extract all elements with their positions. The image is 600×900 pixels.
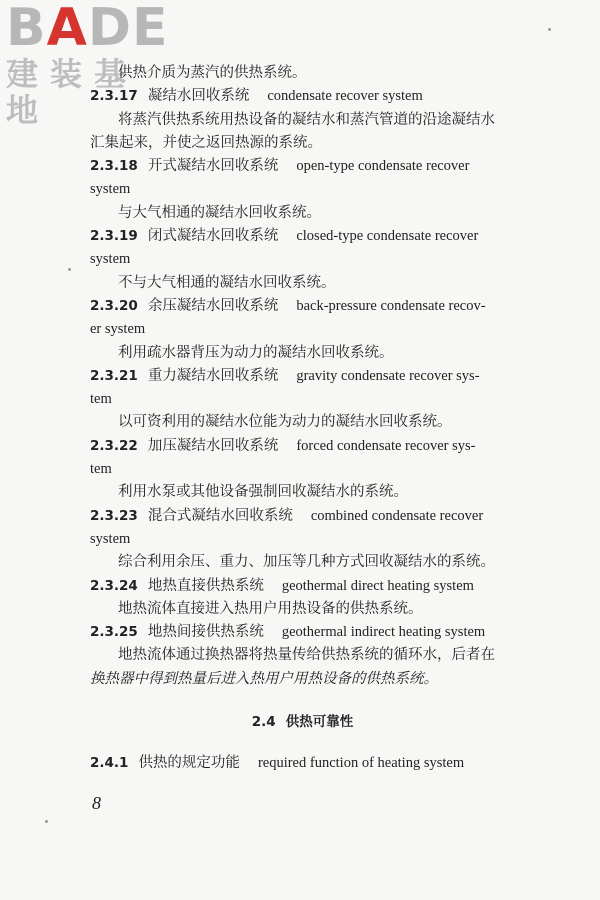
entry-term-en: required function of heating system — [257, 755, 465, 772]
entry-number: 2.3.24 — [90, 577, 138, 594]
entry-heading — [90, 575, 515, 598]
entry-heading — [90, 155, 515, 178]
entry-heading — [90, 365, 515, 388]
scan-speck — [68, 268, 71, 271]
entry-definition: 与大气相通的凝结水回收系统。 — [118, 204, 321, 221]
entry-number: 2.3.23 — [90, 507, 138, 524]
entry-definition: 综合利用余压、重力、加压等几种方式回收凝结水的系统。 — [118, 554, 495, 571]
section-number: 2.4 — [251, 714, 276, 731]
entry-term-en-cont: system — [90, 251, 131, 268]
entry-definition: 地热流体通过换热器将热量传给供热系统的循环水，后者在 — [118, 647, 495, 664]
entry-term-zh: 混合式凝结水回收系统 — [147, 507, 293, 524]
entry-heading — [90, 752, 515, 775]
entry-term-en: open-type condensate recover — [296, 158, 470, 175]
document-body — [90, 62, 515, 775]
entry-term-zh: 凝结水回收系统 — [147, 88, 250, 105]
entry-heading — [90, 435, 515, 458]
entry-term-en: geothermal indirect heating system — [281, 624, 486, 641]
entry-term-en: condensate recover system — [267, 88, 423, 105]
entry-definition: 以可资利用的凝结水位能为动力的凝结水回收系统。 — [118, 414, 452, 431]
intro-line: 供热介质为蒸汽的供热系统。 — [118, 65, 307, 81]
entry-term-zh: 供热的规定功能 — [138, 755, 240, 772]
entry-term-en: combined condensate recover — [310, 507, 484, 524]
entry-term-en-cont: system — [90, 181, 131, 198]
entry-term-en-cont: er system — [90, 321, 146, 338]
entry-definition: 利用疏水器背压为动力的凝结水回收系统。 — [118, 344, 394, 361]
entry-term-en-cont: system — [90, 530, 131, 547]
section-heading — [90, 711, 515, 734]
entry-term-zh: 余压凝结水回收系统 — [147, 297, 279, 314]
entry-heading — [90, 225, 515, 248]
entry-number: 2.3.25 — [90, 624, 138, 641]
watermark-brand: BADE — [6, 0, 169, 58]
entry-number: 2.3.19 — [90, 228, 138, 245]
entry-term-zh: 地热间接供热系统 — [147, 624, 264, 641]
entry-term-en-cont: tem — [90, 461, 112, 478]
entry-heading — [90, 85, 515, 108]
entry-heading — [90, 295, 515, 318]
entry-term-zh: 开式凝结水回收系统 — [147, 158, 279, 175]
entry-term-en-cont: tem — [90, 391, 112, 408]
entry-definition: 利用水泵或其他设备强制回收凝结水的系统。 — [118, 484, 408, 501]
entry-definition: 换热器中得到热量后进入热用户用热设备的供热系统。 — [90, 670, 438, 687]
entry-number: 2.3.22 — [90, 437, 138, 454]
entry-term-en: back-pressure condensate recov- — [296, 297, 486, 314]
entry-definition: 不与大气相通的凝结水回收系统。 — [118, 274, 336, 291]
scan-speck — [548, 28, 551, 31]
entry-definition: 将蒸汽供热系统用热设备的凝结水和蒸汽管道的沿途凝结水 — [118, 111, 495, 128]
entry-term-zh: 加压凝结水回收系统 — [147, 437, 279, 454]
entry-term-zh: 地热直接供热系统 — [147, 577, 264, 594]
scan-speck — [45, 820, 48, 823]
entry-heading — [90, 621, 515, 644]
entry-term-en: forced condensate recover sys- — [296, 437, 476, 454]
entry-term-zh: 闭式凝结水回收系统 — [147, 228, 279, 245]
entry-heading — [90, 505, 515, 528]
page-number: 8 — [92, 793, 101, 813]
entry-number: 2.3.21 — [90, 367, 138, 384]
entry-number: 2.3.18 — [90, 158, 138, 175]
entry-number: 2.3.20 — [90, 297, 138, 314]
entry-term-en: gravity condensate recover sys- — [296, 367, 480, 384]
section-title: 供热可靠性 — [285, 714, 354, 731]
entry-number: 2.4.1 — [90, 755, 129, 772]
watermark-subtitle: 建装基地 — [6, 55, 139, 129]
entry-number: 2.3.17 — [90, 88, 138, 105]
entry-term-zh: 重力凝结水回收系统 — [147, 367, 279, 384]
entry-term-en: geothermal direct heating system — [281, 577, 474, 594]
entry-definition: 地热流体直接进入热用户用热设备的供热系统。 — [118, 600, 423, 617]
entry-term-en: closed-type condensate recover — [296, 228, 479, 245]
entry-definition: 汇集起来，并使之返回热源的系统。 — [90, 134, 322, 151]
